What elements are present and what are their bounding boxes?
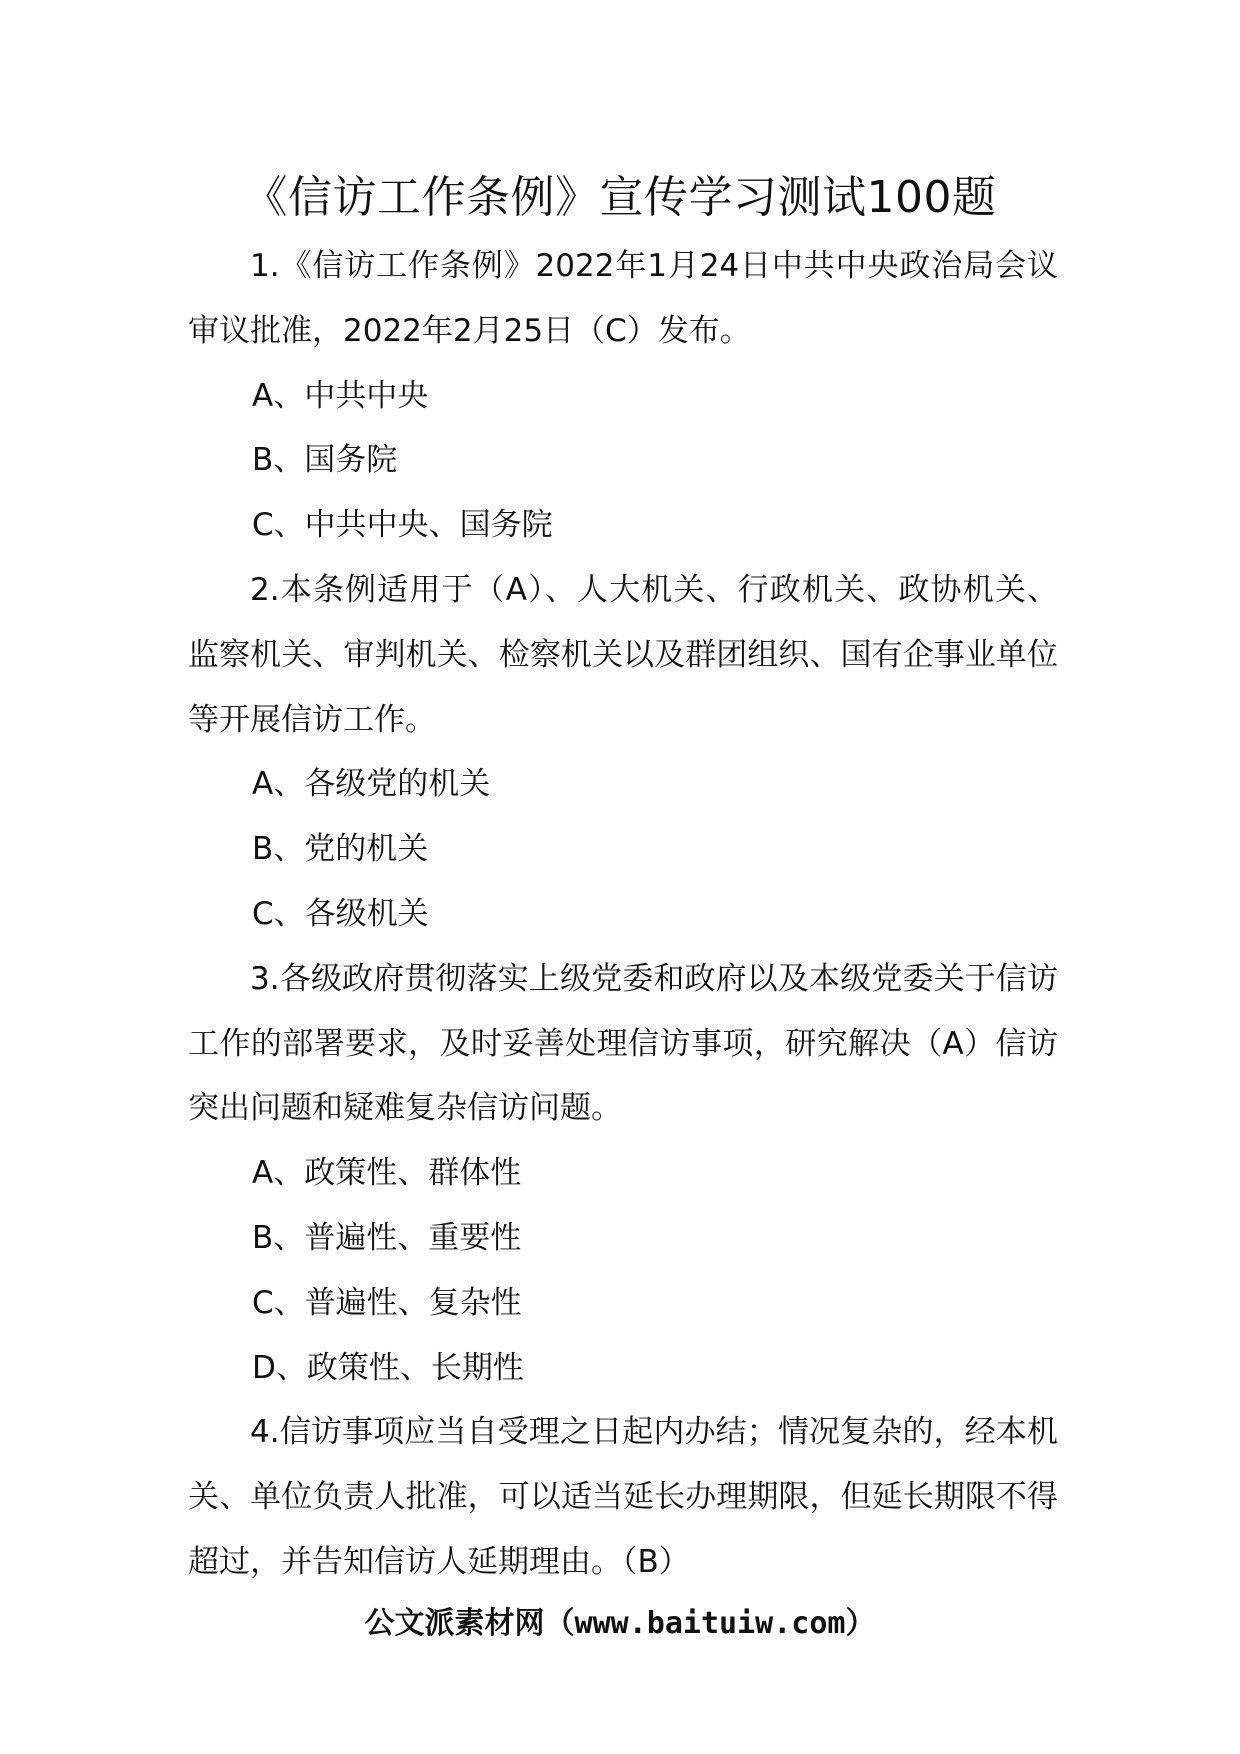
- question-2-option-a: A、各级党的机关: [252, 766, 491, 803]
- question-4-text: 4.信访事项应当自受理之日起内办结；情况复杂的，经本机关、单位负责人批准，可以适当延长办理期限，但延长期限不得超过，并告知信访人延期理由。（B）: [188, 1414, 1058, 1580]
- question-2-text: 2.本条例适用于（A）、人大机关、行政机关、政协机关、监察机关、审判机关、检察机关以及群团组织、国有企事业单位等开展信访工作。: [188, 571, 1058, 738]
- question-3-option-a: A、政策性、群体性: [252, 1155, 522, 1192]
- question-1-option-c: C、中共中央、国务院: [252, 507, 553, 544]
- page-footer: [0, 1604, 1240, 1644]
- footer-url: （www.baituiw.com）: [544, 1606, 876, 1641]
- question-3-option-b: B、普遍性、重要性: [252, 1219, 522, 1256]
- question-1-text: 1.《信访工作条例》2022年1月24日中共中央政治局会议审议批准，2022年2月25日（C）发布。: [188, 248, 1058, 349]
- question-3-option-d: D、政策性、长期性: [252, 1349, 524, 1386]
- document-body: [188, 234, 1058, 1595]
- question-3-option-c: C、普遍性、复杂性: [252, 1284, 522, 1321]
- question-1-option-b: B、国务院: [252, 442, 398, 479]
- document-title: 《信访工作条例》宣传学习测试100题: [243, 172, 997, 223]
- question-1-option-a: A、中共中央: [252, 377, 429, 414]
- question-2-option-c: C、各级机关: [252, 895, 429, 932]
- question-3-text: 3.各级政府贯彻落实上级党委和政府以及本级党委关于信访工作的部署要求，及时妥善处理信访事项，研究解决（A）信访突出问题和疑难复杂信访问题。: [188, 960, 1058, 1127]
- question-2-option-b: B、党的机关: [252, 831, 429, 868]
- footer-site-name: 公文派素材网: [364, 1606, 545, 1641]
